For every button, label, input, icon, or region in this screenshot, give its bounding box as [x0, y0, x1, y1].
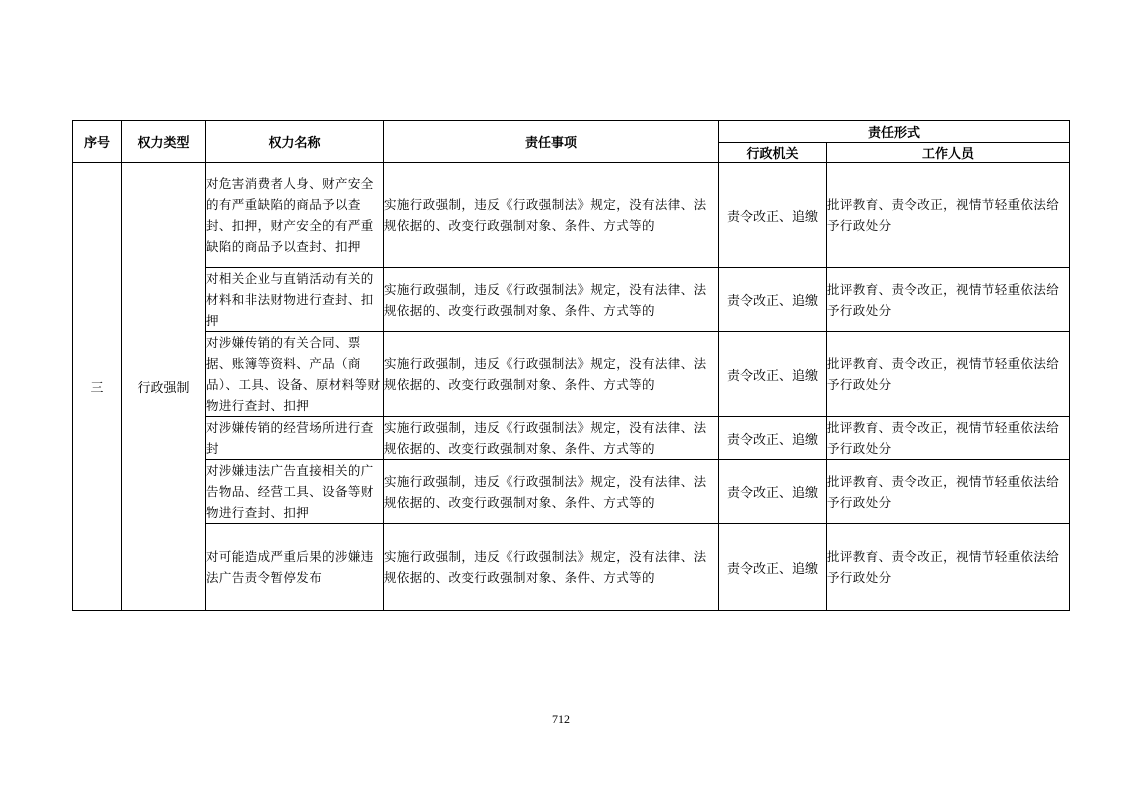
admin-org-cell: 责令改正、追缴: [719, 524, 827, 611]
table-row: [73, 524, 1070, 611]
admin-org-cell: 责令改正、追缴: [719, 332, 827, 417]
table-row: [73, 332, 1070, 417]
header-responsibility-form: 责任形式: [719, 121, 1070, 143]
header-power-name: 权力名称: [206, 121, 384, 163]
group-seq: 三: [73, 163, 122, 611]
admin-org-cell: 责令改正、追缴: [719, 417, 827, 460]
responsibility-cell: 实施行政强制，违反《行政强制法》规定，没有法律、法规依据的、改变行政强制对象、条件、方式等的: [384, 163, 719, 268]
admin-org-cell: 责令改正、追缴: [719, 460, 827, 524]
group-power-type: 行政强制: [122, 163, 206, 611]
header-admin-org: 行政机关: [719, 143, 827, 163]
page-number: 712: [552, 712, 570, 726]
admin-org-cell: 责令改正、追缴: [719, 268, 827, 332]
staff-cell: 批评教育、责令改正，视情节轻重依法给予行政处分: [827, 332, 1070, 417]
header-row: [73, 121, 1070, 143]
staff-cell: 批评教育、责令改正，视情节轻重依法给予行政处分: [827, 268, 1070, 332]
staff-cell: 批评教育、责令改正，视情节轻重依法给予行政处分: [827, 524, 1070, 611]
responsibility-cell: 实施行政强制，违反《行政强制法》规定，没有法律、法规依据的、改变行政强制对象、条件、方式等的: [384, 460, 719, 524]
table-row: [73, 163, 1070, 268]
header-staff: 工作人员: [827, 143, 1070, 163]
responsibility-cell: 实施行政强制，违反《行政强制法》规定，没有法律、法规依据的、改变行政强制对象、条件、方式等的: [384, 417, 719, 460]
table-row: [73, 460, 1070, 524]
header-seq: 序号: [73, 121, 122, 163]
responsibility-table: [72, 120, 1070, 611]
staff-cell: 批评教育、责令改正，视情节轻重依法给予行政处分: [827, 460, 1070, 524]
responsibility-cell: 实施行政强制，违反《行政强制法》规定，没有法律、法规依据的、改变行政强制对象、条件、方式等的: [384, 524, 719, 611]
staff-cell: 批评教育、责令改正，视情节轻重依法给予行政处分: [827, 163, 1070, 268]
power-name-cell: 对危害消费者人身、财产安全的有严重缺陷的商品予以查封、扣押，财产安全的有严重缺陷的商品予以查封、扣押: [206, 163, 384, 268]
power-name-cell: 对涉嫌违法广告直接相关的广告物品、经营工具、设备等财物进行查封、扣押: [206, 460, 384, 524]
staff-cell: 批评教育、责令改正，视情节轻重依法给予行政处分: [827, 417, 1070, 460]
admin-org-cell: 责令改正、追缴: [719, 163, 827, 268]
responsibility-cell: 实施行政强制，违反《行政强制法》规定，没有法律、法规依据的、改变行政强制对象、条件、方式等的: [384, 268, 719, 332]
table-row: [73, 268, 1070, 332]
header-power-type: 权力类型: [122, 121, 206, 163]
power-name-cell: 对涉嫌传销的经营场所进行查封: [206, 417, 384, 460]
power-name-cell: 对可能造成严重后果的涉嫌违法广告责令暂停发布: [206, 524, 384, 611]
power-name-cell: 对涉嫌传销的有关合同、票据、账簿等资料、产品（商品）、工具、设备、原材料等财物进行查封、扣押: [206, 332, 384, 417]
power-name-cell: 对相关企业与直销活动有关的材料和非法财物进行查封、扣押: [206, 268, 384, 332]
responsibility-cell: 实施行政强制，违反《行政强制法》规定，没有法律、法规依据的、改变行政强制对象、条件、方式等的: [384, 332, 719, 417]
header-responsibility: 责任事项: [384, 121, 719, 163]
table-row: [73, 417, 1070, 460]
